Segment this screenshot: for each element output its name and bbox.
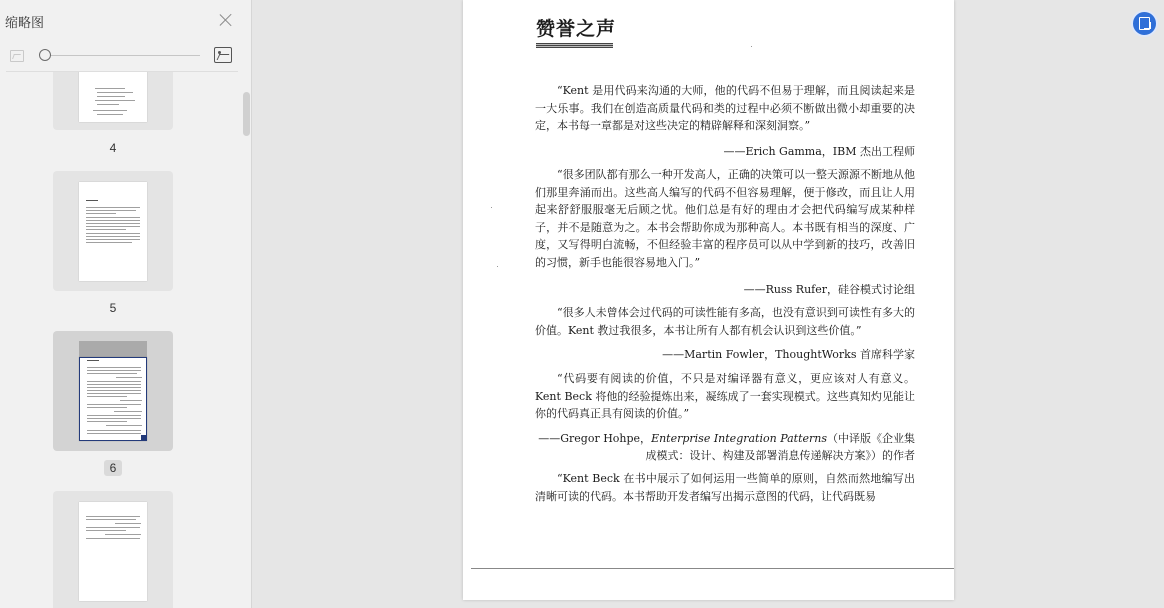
page-preview xyxy=(79,502,147,601)
attribution: ——Gregor Hohpe，Enterprise Integration Patterns（中译版《企业集成模式：设计、构建及部署消息传递解决方案》）的作者 xyxy=(538,432,915,462)
thumbnail-zoom-control xyxy=(0,42,252,72)
document-page xyxy=(463,0,954,600)
thumbnail-page-7[interactable] xyxy=(53,491,173,608)
page-scan-edge xyxy=(471,568,954,569)
testimonial-paragraph: “很多团队都有那么一种开发高人，正确的决策可以一整天源源不断地从他们那里奔涌而出。这些高人编写的代码不但容易理解，便于修改，而且让人用起来舒舒服服毫无后顾之忧。他们总是有好的理由才会把代码编写成某种样子，并不是随意为之。本书会帮助你成为那种高人。本书既有相当的深度、广度，又写得明白流畅，不但经验丰富的程序员可以从中学到新的技巧，改善旧的习惯，新手也能很容易地入门。” xyxy=(535,168,915,269)
document-viewer[interactable] xyxy=(253,0,1164,608)
testimonial-paragraph: “Kent Beck 在书中展示了如何运用一些简单的原则，自然而然地编写出清晰可读的代码。本书帮助开发者编写出揭示意图的代码，让代码既易 xyxy=(535,472,915,503)
sidebar-title: 缩略图 xyxy=(5,16,45,31)
testimonial-paragraph: “代码要有阅读的价值，不只是对编译器有意义，更应该对人有意义。Kent Beck 将他的经验提炼出来，凝练成了一套实现模式。这些真知灼见能让你的代码真正具有阅读的价值。” xyxy=(535,372,915,420)
page-title: 赞誉之声 xyxy=(536,18,617,40)
book-title: Enterprise Integration Patterns xyxy=(651,432,827,445)
page-preview xyxy=(79,357,147,441)
testimonial-paragraph: “Kent 是用代码来沟通的大师，他的代码不但易于理解，而且阅读起来是一大乐事。我们在创造高质量代码和类的过程中必须不断做出微小却重要的决定，本书每一章都是对这些决定的精辟解释和深刻洞察。” xyxy=(535,84,915,132)
sidebar-scrollbar[interactable] xyxy=(243,92,250,136)
thumbnail-label: 5 xyxy=(109,301,117,315)
thumbnail-label: 6 xyxy=(53,461,173,475)
attribution: ——Erich Gamma，IBM 杰出工程师 xyxy=(723,145,915,158)
page-preview xyxy=(79,72,147,122)
attribution: ——Martin Fowler，ThoughtWorks 首席科学家 xyxy=(662,348,915,361)
thumbnail-label: 4 xyxy=(109,141,117,155)
attribution: ——Russ Rufer，硅谷模式讨论组 xyxy=(743,283,915,296)
zoom-slider-handle[interactable] xyxy=(39,49,51,61)
title-rule xyxy=(536,43,613,48)
thumbnail-sidebar xyxy=(0,0,252,608)
small-image-icon[interactable] xyxy=(10,50,24,62)
thumbnail-list[interactable] xyxy=(0,72,252,608)
floating-tool-button[interactable] xyxy=(1131,10,1158,37)
thumbnail-page-5[interactable] xyxy=(53,171,173,291)
large-image-icon[interactable] xyxy=(214,47,232,63)
zoom-slider-track[interactable] xyxy=(44,55,200,56)
thumbnail-page-4[interactable] xyxy=(53,72,173,130)
page-preview xyxy=(79,182,147,281)
close-icon[interactable] xyxy=(219,13,233,27)
testimonial-paragraph: “很多人未曾体会过代码的可读性能有多高，也没有意识到可读性有多大的价值。Kent 教过我很多，本书让所有人都有机会认识到这些价值。” xyxy=(535,306,915,337)
sidebar-header xyxy=(0,0,252,42)
thumbnail-page-6[interactable] xyxy=(53,331,173,451)
